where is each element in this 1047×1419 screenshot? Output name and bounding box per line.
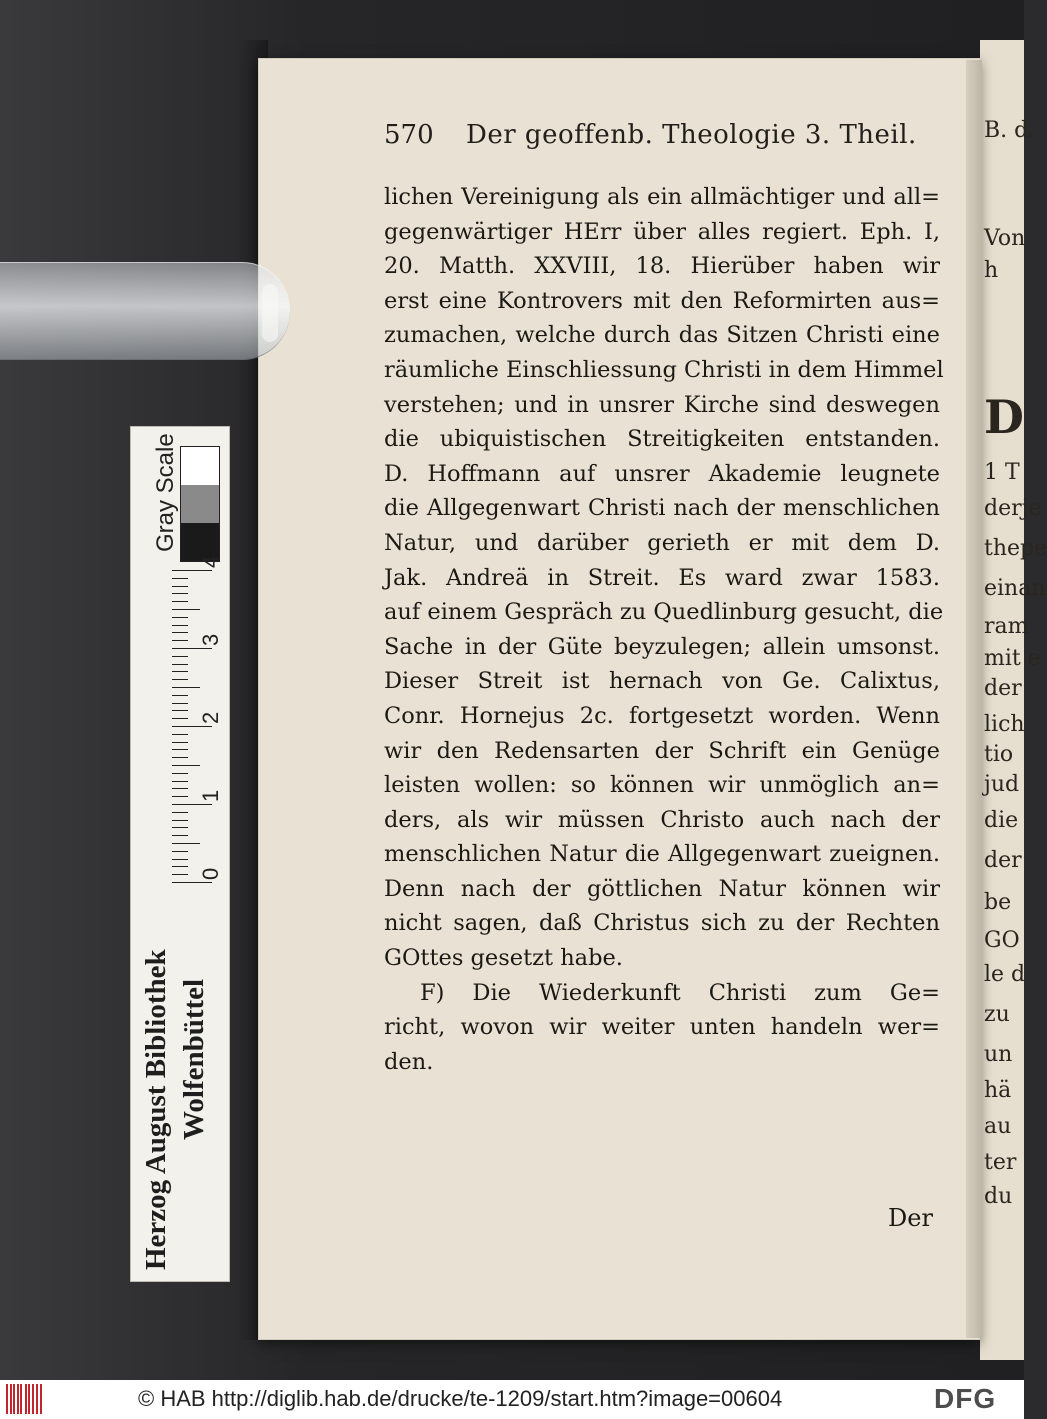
- scale-tick: [172, 773, 188, 774]
- scale-tick: [172, 648, 212, 649]
- scale-tick: [172, 617, 188, 618]
- scale-tick: [172, 578, 188, 579]
- institution-city: Wolfenbüttel: [178, 978, 210, 1140]
- body-text: [384, 180, 944, 1079]
- scale-number: 2: [198, 711, 223, 724]
- page-holder-strap: [0, 262, 290, 360]
- page-number: 570: [384, 120, 434, 150]
- text-line: F) Die Wiederkunft Christi zum Ge=: [420, 979, 940, 1006]
- scale-tick: [172, 788, 188, 789]
- facing-page-text: hä: [984, 1078, 1012, 1103]
- scale-tick: [172, 640, 188, 641]
- scale-tick: [172, 695, 188, 696]
- gray-swatch: [181, 485, 219, 523]
- scale-tick: [172, 851, 188, 852]
- scale-tick: [172, 781, 188, 782]
- facing-page-text: le d: [984, 962, 1026, 987]
- text-line: die ubiquistischen Streitigkeiten entstanden.: [384, 426, 940, 453]
- scale-ticks: [172, 570, 224, 890]
- facing-page-text: au: [984, 1114, 1012, 1139]
- facing-page-text: thepe: [984, 536, 1047, 561]
- catchword: Der: [888, 1204, 933, 1232]
- scale-tick: [172, 593, 188, 594]
- scale-tick: [172, 796, 188, 797]
- scale-tick: [172, 812, 188, 813]
- scale-number: 3: [198, 633, 223, 646]
- scale-tick: [172, 625, 188, 626]
- scale-tick: [172, 632, 188, 633]
- facing-page-text: B. d.: [984, 118, 1036, 143]
- text-line: erst eine Kontrovers mit den Reformirten aus=: [384, 287, 940, 314]
- scale-tick: [172, 820, 188, 821]
- scale-tick: [172, 687, 200, 688]
- scale-tick: [172, 765, 200, 766]
- page-edge: [966, 60, 982, 1338]
- scale-tick: [172, 656, 188, 657]
- scale-tick: [172, 757, 188, 758]
- scale-tick: [172, 843, 200, 844]
- text-line: ders, als wir müssen Christo auch nach der: [384, 806, 940, 833]
- institution-name: Herzog August Bibliothek: [140, 949, 172, 1270]
- scale-tick: [172, 703, 188, 704]
- text-line: richt, wovon wir weiter unten handeln wer=: [384, 1014, 940, 1041]
- text-line: zumachen, welche durch das Sitzen Christi eine: [384, 322, 940, 349]
- barcode-icon: [6, 1384, 46, 1414]
- facing-page-fragment: [980, 40, 1047, 1360]
- facing-page-text: die: [984, 808, 1019, 833]
- scale-tick: [172, 710, 188, 711]
- scale-tick: [172, 671, 188, 672]
- scale-tick: [172, 609, 200, 610]
- facing-page-text: tio: [984, 742, 1014, 767]
- text-line: gegenwärtiger HErr über alles regiert. Eph. I,: [384, 218, 940, 245]
- copyright-link[interactable]: © HAB http://diglib.hab.de/drucke/te-1209/start.htm?image=00604: [138, 1386, 783, 1411]
- scale-tick: [172, 586, 188, 587]
- facing-page-text: der: [984, 676, 1022, 701]
- strap-end: [262, 284, 278, 342]
- scale-tick: [172, 882, 212, 883]
- text-line: 20. Matth. XXVIII, 18. Hierüber haben wir: [384, 253, 940, 280]
- facing-page-text: D: [984, 390, 1024, 444]
- scale-tick: [172, 570, 212, 571]
- scale-tick: [172, 734, 188, 735]
- facing-page-text: 1 T: [984, 460, 1020, 485]
- text-line: leisten wollen: so können wir unmöglich an=: [384, 772, 940, 799]
- text-line: Sache in der Güte beyzulegen; allein umsonst.: [384, 633, 940, 660]
- scale-tick: [172, 718, 188, 719]
- text-line: lichen Vereinigung als ein allmächtiger und all=: [384, 184, 940, 210]
- scale-tick: [172, 827, 188, 828]
- facing-page-text: be: [984, 890, 1012, 915]
- facing-page-text: der: [984, 848, 1022, 873]
- scale-tick: [172, 679, 188, 680]
- footer-bar: [0, 1380, 1024, 1419]
- gray-scale-swatches: [180, 446, 220, 562]
- scale-tick: [172, 859, 188, 860]
- text-line: Natur, und darüber gerieth er mit dem D.: [384, 529, 940, 556]
- facing-page-text: lich: [984, 712, 1025, 737]
- facing-page-text: Von: [984, 226, 1026, 251]
- scale-number: 0: [198, 867, 223, 880]
- gray-swatch: [181, 447, 219, 485]
- scale-tick: [172, 874, 188, 875]
- facing-page-text: mit e: [984, 646, 1041, 671]
- scale-tick: [172, 835, 188, 836]
- scale-tick: [172, 866, 188, 867]
- text-line: auf einem Gespräch zu Quedlinburg gesucht, die: [384, 599, 944, 626]
- facing-page-text: derje: [984, 496, 1042, 521]
- text-line: nicht sagen, daß Christus sich zu der Rechten: [384, 910, 940, 937]
- dfg-logo: DFG: [934, 1383, 997, 1414]
- facing-page-text: GO: [984, 928, 1020, 953]
- facing-page-text: ter: [984, 1150, 1017, 1175]
- facing-page-text: jud: [984, 772, 1020, 797]
- gray-scale-label: Gray Scale: [152, 433, 179, 552]
- facing-page-text: einan: [984, 576, 1046, 601]
- facing-page-text: zu: [984, 1002, 1010, 1027]
- text-line: verstehen; und in unsrer Kirche sind deswegen: [384, 391, 940, 418]
- text-line: D. Hoffmann auf unsrer Akademie leugnete: [384, 460, 940, 487]
- scale-tick: [172, 742, 188, 743]
- scale-tick: [172, 804, 212, 805]
- facing-page-text: ram: [984, 614, 1029, 639]
- text-line: räumliche Einschliessung Christi in dem Himmel: [384, 356, 944, 383]
- scale-tick: [172, 749, 188, 750]
- facing-page-text: du: [984, 1184, 1013, 1209]
- scale-tick: [172, 726, 212, 727]
- scale-tick: [172, 664, 188, 665]
- text-line: menschlichen Natur die Allgegenwart zueignen.: [384, 841, 940, 868]
- scale-number: 1: [198, 789, 223, 802]
- running-head: Der geoffenb. Theologie 3. Theil.: [466, 120, 917, 150]
- text-line: Conr. Hornejus 2c. fortgesetzt worden. Wenn: [384, 702, 940, 729]
- page-header: [384, 118, 917, 158]
- facing-page-text: un: [984, 1042, 1013, 1067]
- text-line: Denn nach der göttlichen Natur können wir: [384, 875, 940, 902]
- text-line: die Allgegenwart Christi nach der menschlichen: [384, 495, 940, 522]
- scale-tick: [172, 601, 188, 602]
- scale-number: 4: [198, 555, 223, 568]
- text-line: den.: [384, 1048, 434, 1075]
- text-line: Dieser Streit ist hernach von Ge. Calixtus,: [384, 668, 940, 695]
- facing-page-text: h: [984, 258, 999, 283]
- text-line: GOttes gesetzt habe.: [384, 945, 623, 972]
- text-line: Jak. Andreä in Streit. Es ward zwar 1583.: [384, 564, 940, 591]
- text-line: wir den Redensarten der Schrift ein Genüge: [384, 737, 940, 764]
